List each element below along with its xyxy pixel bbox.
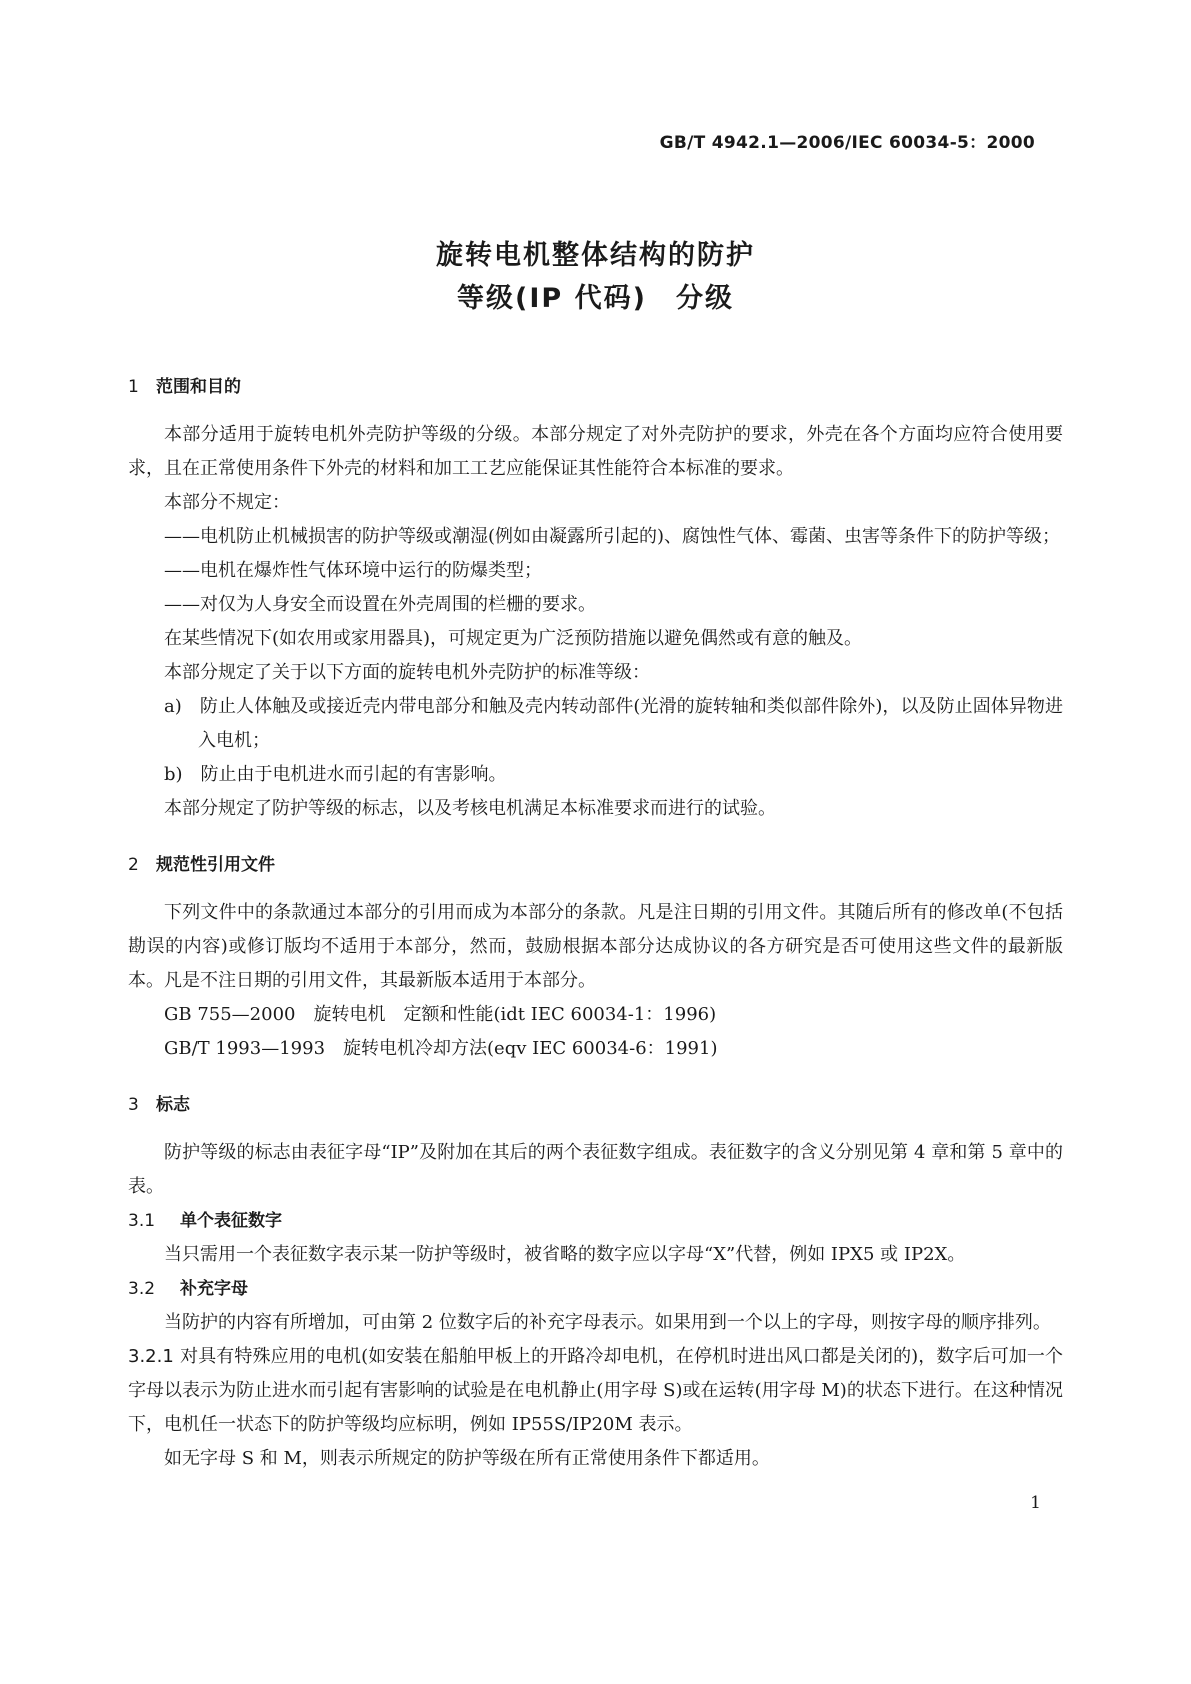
paragraph: 当只需用一个表征数字表示某一防护等级时，被省略的数字应以字母“X”代替，例如 IPX5 或 IP2X。: [164, 1244, 966, 1265]
paragraph: 本部分适用于旋转电机外壳防护等级的分级。本部分规定了对外壳防护的要求，外壳在各个方面均应符合使用要求，且在正常使用条件下外壳的材料和加工工艺应能保证其性能符合本标准的要求。: [128, 424, 1063, 479]
paragraph: 在某些情况下(如农用或家用器具)，可规定更为广泛预防措施以避免偶然或有意的触及。: [164, 628, 863, 649]
paragraph: 本部分不规定：: [164, 492, 290, 513]
section-title: 范围和目的: [156, 377, 241, 397]
page-number: 1: [1030, 1493, 1041, 1513]
list-item-a: a) 防止人体触及或接近壳内带电部分和触及壳内转动部件(光滑的旋转轴和类似部件除外)，以及防止固体异物进入电机；: [164, 696, 1063, 751]
section-number: 2: [128, 855, 139, 875]
clause-number: 3.2.1: [128, 1346, 174, 1367]
document-title-line-1: 旋转电机整体结构的防护: [436, 240, 755, 271]
paragraph: 本部分规定了防护等级的标志，以及考核电机满足本标准要求而进行的试验。: [164, 798, 776, 819]
standard-code: GB/T 4942.1—2006/IEC 60034-5：2000: [659, 133, 1035, 153]
subsection-title: 单个表征数字: [180, 1211, 282, 1231]
section-1-heading: [128, 370, 1063, 404]
clause-3-2-1: [128, 1340, 1063, 1442]
normative-reference: GB/T 1993—1993 旋转电机冷却方法(eqv IEC 60034-6：1991): [164, 1038, 718, 1059]
section-title: 规范性引用文件: [156, 855, 275, 875]
section-3-heading: [128, 1088, 1063, 1122]
paragraph: 本部分规定了关于以下方面的旋转电机外壳防护的标准等级：: [164, 662, 650, 683]
section-title: 标志: [156, 1095, 190, 1115]
paragraph: 下列文件中的条款通过本部分的引用而成为本部分的条款。凡是注日期的引用文件。其随后所有的修改单(不包括勘误的内容)或修订版均不适用于本部分，然而，鼓励根据本部分达成协议的各方研究是否可使用这些文件的最新版本。凡是不注日期的引用文件，其最新版本适用于本部分。: [128, 902, 1063, 991]
dash-list-item: ——电机防止机械损害的防护等级或潮湿(例如由凝露所引起的)、腐蚀性气体、霉菌、虫害等条件下的防护等级；: [164, 526, 1061, 547]
subsection-3-2-heading: [128, 1272, 1063, 1306]
document-title-line-2: 等级(IP 代码) 分级: [457, 283, 734, 314]
section-number: 3: [128, 1095, 139, 1115]
paragraph: 当防护的内容有所增加，可由第 2 位数字后的补充字母表示。如果用到一个以上的字母，则按字母的顺序排列。: [164, 1312, 1051, 1333]
dash-list-item: ——电机在爆炸性气体环境中运行的防爆类型；: [164, 560, 542, 581]
list-item-b: b) 防止由于电机进水而引起的有害影响。: [164, 764, 507, 785]
subsection-number: 3.2: [128, 1279, 156, 1299]
dash-list-item: ——对仅为人身安全而设置在外壳周围的栏栅的要求。: [164, 594, 596, 615]
section-number: 1: [128, 377, 139, 397]
clause-text: 对具有特殊应用的电机(如安装在船舶甲板上的开路冷却电机，在停机时进出风口都是关闭的)，数字后可加一个字母以表示为防止进水而引起有害影响的试验是在电机静止(用字母 S)或在运转(用字母 M)的状态下进行。在这种情况下，电机任一状态下的防护等级均应标明，例如 IP55S/IP20M 表示。: [128, 1346, 1063, 1435]
document-body: [128, 370, 1063, 1476]
section-2-heading: [128, 848, 1063, 882]
paragraph: 如无字母 S 和 M，则表示所规定的防护等级在所有正常使用条件下都适用。: [164, 1448, 770, 1469]
subsection-title: 补充字母: [180, 1279, 248, 1299]
subsection-number: 3.1: [128, 1211, 156, 1231]
subsection-3-1-heading: [128, 1204, 1063, 1238]
normative-reference: GB 755—2000 旋转电机 定额和性能(idt IEC 60034-1：1996): [164, 1004, 717, 1025]
paragraph: 防护等级的标志由表征字母“IP”及附加在其后的两个表征数字组成。表征数字的含义分别见第 4 章和第 5 章中的表。: [128, 1142, 1063, 1197]
